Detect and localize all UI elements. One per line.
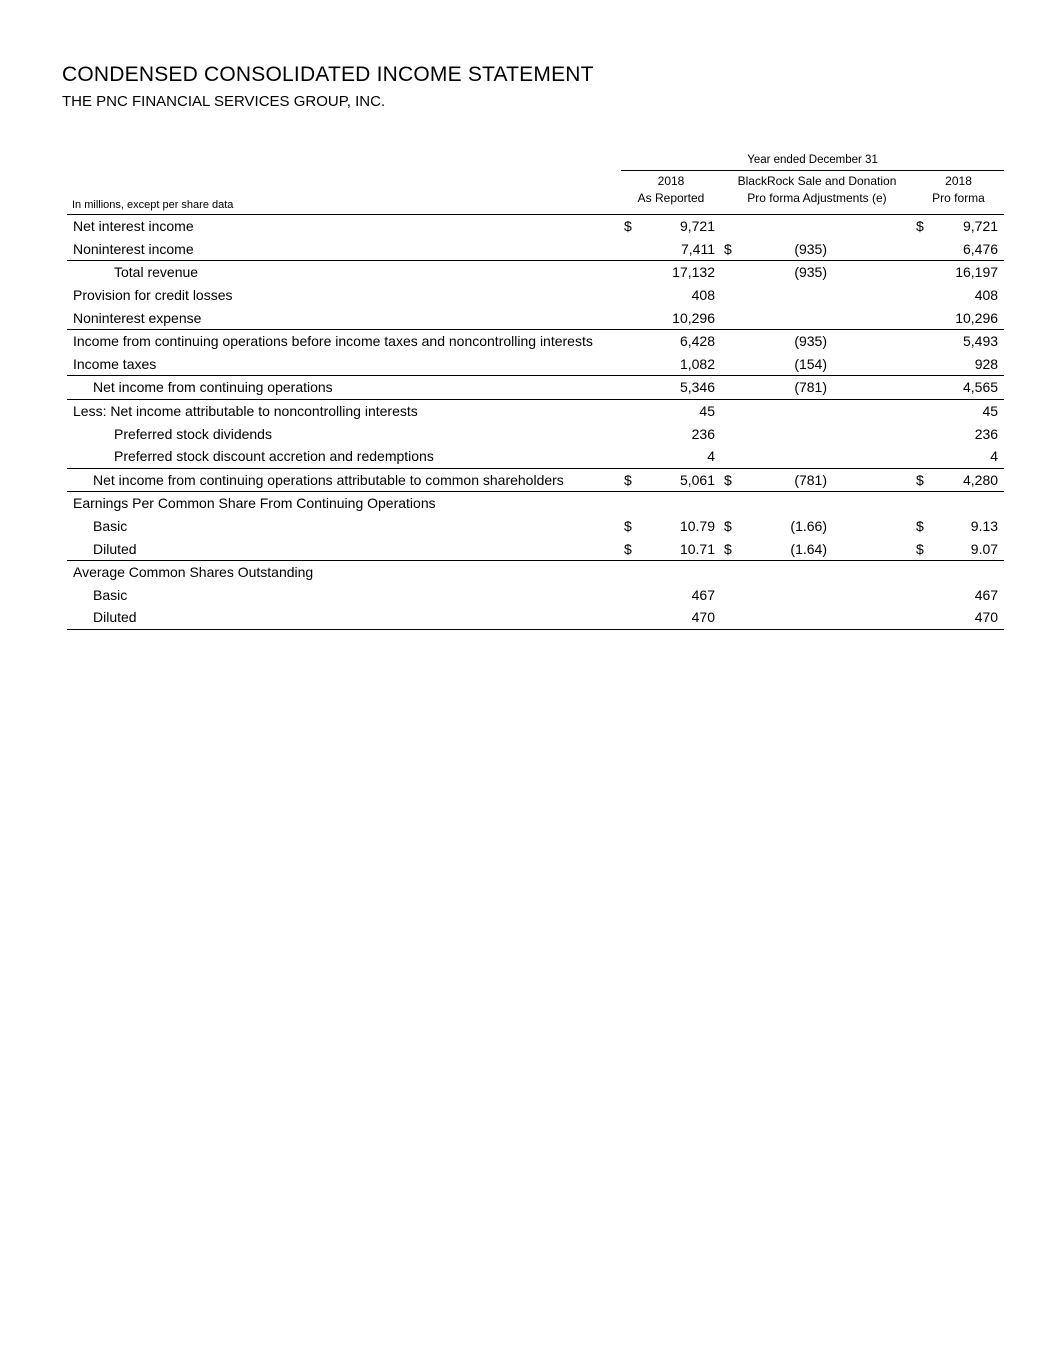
currency-symbol <box>913 606 933 629</box>
table-row <box>67 584 1004 607</box>
table-row <box>67 537 1004 560</box>
period-header-row <box>67 146 1004 171</box>
currency-symbol: $ <box>621 468 641 492</box>
table-row <box>67 399 1004 422</box>
value-pro-forma: 45 <box>982 403 999 420</box>
table-row <box>67 215 1004 238</box>
currency-symbol <box>913 353 933 376</box>
currency-symbol <box>621 329 641 352</box>
currency-symbol <box>721 584 741 607</box>
currency-symbol <box>621 560 641 583</box>
value-adjustment: (781) <box>741 468 833 492</box>
value-pro-forma: 4 <box>990 448 999 465</box>
currency-symbol: $ <box>621 537 641 560</box>
value-adjustment <box>741 606 833 629</box>
value-pro-forma: 9.13 <box>970 518 999 535</box>
currency-symbol <box>913 492 933 515</box>
table-row <box>67 606 1004 629</box>
value-as-reported: 10,296 <box>672 309 715 326</box>
value-as-reported: 1,082 <box>679 355 715 372</box>
row-label: Total revenue <box>67 261 621 284</box>
currency-symbol: $ <box>624 218 632 235</box>
value-adjustment <box>741 422 833 445</box>
table-row <box>67 560 1004 583</box>
currency-symbol <box>621 238 641 261</box>
value-pro-forma: 928 <box>974 355 999 372</box>
value-pro-forma: 9,721 <box>963 218 999 235</box>
currency-symbol <box>621 306 641 329</box>
row-label: Income taxes <box>73 355 157 372</box>
currency-symbol <box>621 399 641 422</box>
value-adjustment <box>741 445 833 468</box>
currency-symbol <box>621 353 641 376</box>
value-pro-forma <box>933 492 1004 515</box>
value-adjustment: (154) <box>794 355 827 372</box>
col1-header-line2: As Reported <box>621 191 721 215</box>
row-label: Provision for credit losses <box>73 287 233 304</box>
value-as-reported: 10.79 <box>679 518 715 535</box>
col1-header-line1: 2018 <box>657 174 685 188</box>
value-adjustment <box>741 560 833 583</box>
currency-symbol <box>913 306 933 329</box>
currency-symbol <box>721 353 741 376</box>
value-adjustment: (1.64) <box>741 537 833 560</box>
period-header: Year ended December 31 <box>621 146 1004 171</box>
table-row <box>67 468 1004 492</box>
currency-symbol: $ <box>916 218 924 235</box>
value-pro-forma: 236 <box>974 425 999 442</box>
currency-symbol <box>913 422 933 445</box>
currency-symbol <box>913 399 933 422</box>
currency-symbol <box>621 492 641 515</box>
value-as-reported <box>641 560 721 583</box>
column-header-row-1 <box>67 171 1004 192</box>
table-row <box>67 445 1004 468</box>
currency-symbol <box>721 399 741 422</box>
value-as-reported: 4 <box>707 448 715 465</box>
currency-symbol <box>913 238 933 261</box>
currency-symbol <box>621 584 641 607</box>
col3-header-line2: Pro forma <box>913 191 1004 215</box>
row-label: Noninterest expense <box>73 309 202 326</box>
currency-symbol: $ <box>916 518 924 535</box>
value-as-reported: 5,061 <box>641 468 721 492</box>
table-row <box>67 376 1004 400</box>
currency-symbol <box>721 215 741 238</box>
value-pro-forma <box>933 560 1004 583</box>
value-adjustment: (781) <box>741 376 833 400</box>
column-header-row-2 <box>67 191 1004 215</box>
row-label: Noninterest income <box>73 240 194 257</box>
row-label: Income from continuing operations before income taxes and noncontrolling interests <box>67 329 621 352</box>
table-row <box>67 329 1004 352</box>
currency-symbol: $ <box>724 240 732 257</box>
value-adjustment: (1.66) <box>790 518 827 535</box>
currency-symbol: $ <box>913 537 933 560</box>
value-pro-forma: 4,280 <box>933 468 1004 492</box>
value-adjustment <box>741 584 833 607</box>
row-label: Basic <box>93 518 128 535</box>
value-as-reported: 467 <box>691 586 715 603</box>
units-label: In millions, except per share data <box>67 191 621 215</box>
table-row <box>67 422 1004 445</box>
value-as-reported <box>641 492 721 515</box>
section-heading: Earnings Per Common Share From Continuing Operations <box>73 495 436 512</box>
value-pro-forma: 4,565 <box>933 376 1004 400</box>
row-label: Less: Net income attributable to noncontrolling interests <box>73 403 418 420</box>
currency-symbol <box>721 492 741 515</box>
table-row <box>67 261 1004 284</box>
row-label: Net income from continuing operations attributable to common shareholders <box>67 468 621 492</box>
currency-symbol <box>721 329 741 352</box>
table-row <box>67 492 1004 515</box>
value-as-reported: 236 <box>691 425 715 442</box>
value-as-reported: 470 <box>641 606 721 629</box>
currency-symbol <box>913 329 933 352</box>
currency-symbol <box>721 261 741 284</box>
table-row <box>67 353 1004 376</box>
currency-symbol: $ <box>624 518 632 535</box>
value-adjustment <box>741 284 833 307</box>
row-label: Diluted <box>67 606 621 629</box>
value-as-reported: 45 <box>699 403 715 420</box>
currency-symbol <box>721 560 741 583</box>
currency-symbol <box>621 606 641 629</box>
value-as-reported: 6,428 <box>641 329 721 352</box>
row-label: Preferred stock dividends <box>114 425 272 442</box>
table-row <box>67 284 1004 307</box>
currency-symbol <box>913 445 933 468</box>
value-adjustment <box>741 306 833 329</box>
currency-symbol <box>721 606 741 629</box>
value-adjustment <box>741 492 833 515</box>
currency-symbol <box>913 584 933 607</box>
currency-symbol: $ <box>724 518 732 535</box>
currency-symbol <box>721 376 741 400</box>
row-label: Preferred stock discount accretion and redemptions <box>114 448 434 465</box>
value-pro-forma: 16,197 <box>933 261 1004 284</box>
value-pro-forma: 467 <box>974 586 999 603</box>
section-heading: Average Common Shares Outstanding <box>73 564 314 581</box>
currency-symbol: $ <box>721 537 741 560</box>
value-pro-forma: 10,296 <box>955 309 999 326</box>
currency-symbol <box>621 261 641 284</box>
currency-symbol <box>621 422 641 445</box>
table-row <box>67 306 1004 329</box>
value-as-reported: 9,721 <box>679 218 715 235</box>
currency-symbol: $ <box>721 468 741 492</box>
value-adjustment: (935) <box>741 329 833 352</box>
currency-symbol: $ <box>913 468 933 492</box>
row-label: Net income from continuing operations <box>67 376 621 400</box>
company-name: THE PNC FINANCIAL SERVICES GROUP, INC. <box>62 93 386 110</box>
table-row <box>67 238 1004 261</box>
currency-symbol <box>721 422 741 445</box>
currency-symbol <box>621 284 641 307</box>
value-adjustment: (935) <box>741 261 833 284</box>
income-statement-table <box>67 146 1004 630</box>
value-as-reported: 17,132 <box>641 261 721 284</box>
value-pro-forma: 5,493 <box>933 329 1004 352</box>
currency-symbol <box>721 445 741 468</box>
value-adjustment <box>741 399 833 422</box>
value-adjustment <box>741 215 833 238</box>
currency-symbol <box>621 445 641 468</box>
currency-symbol <box>913 261 933 284</box>
col2-header-line2: Pro forma Adjustments (e) <box>721 191 913 215</box>
value-pro-forma: 9.07 <box>933 537 1004 560</box>
value-as-reported: 5,346 <box>641 376 721 400</box>
row-label: Diluted <box>67 537 621 560</box>
col3-header-line1: 2018 <box>945 174 972 188</box>
currency-symbol <box>913 284 933 307</box>
value-pro-forma: 6,476 <box>963 240 999 257</box>
currency-symbol <box>913 560 933 583</box>
value-pro-forma: 408 <box>974 287 999 304</box>
currency-symbol <box>721 284 741 307</box>
currency-symbol <box>721 306 741 329</box>
value-as-reported: 408 <box>691 287 715 304</box>
table-row <box>67 515 1004 538</box>
row-label: Basic <box>93 586 128 603</box>
value-adjustment: (935) <box>794 240 827 257</box>
value-as-reported: 7,411 <box>681 240 715 257</box>
currency-symbol <box>913 376 933 400</box>
value-as-reported: 10.71 <box>641 537 721 560</box>
value-pro-forma: 470 <box>933 606 1004 629</box>
row-label: Net interest income <box>73 218 194 235</box>
col2-header-line1: BlackRock Sale and Donation <box>737 174 897 188</box>
statement-title: CONDENSED CONSOLIDATED INCOME STATEMENT <box>62 63 594 86</box>
currency-symbol <box>621 376 641 400</box>
